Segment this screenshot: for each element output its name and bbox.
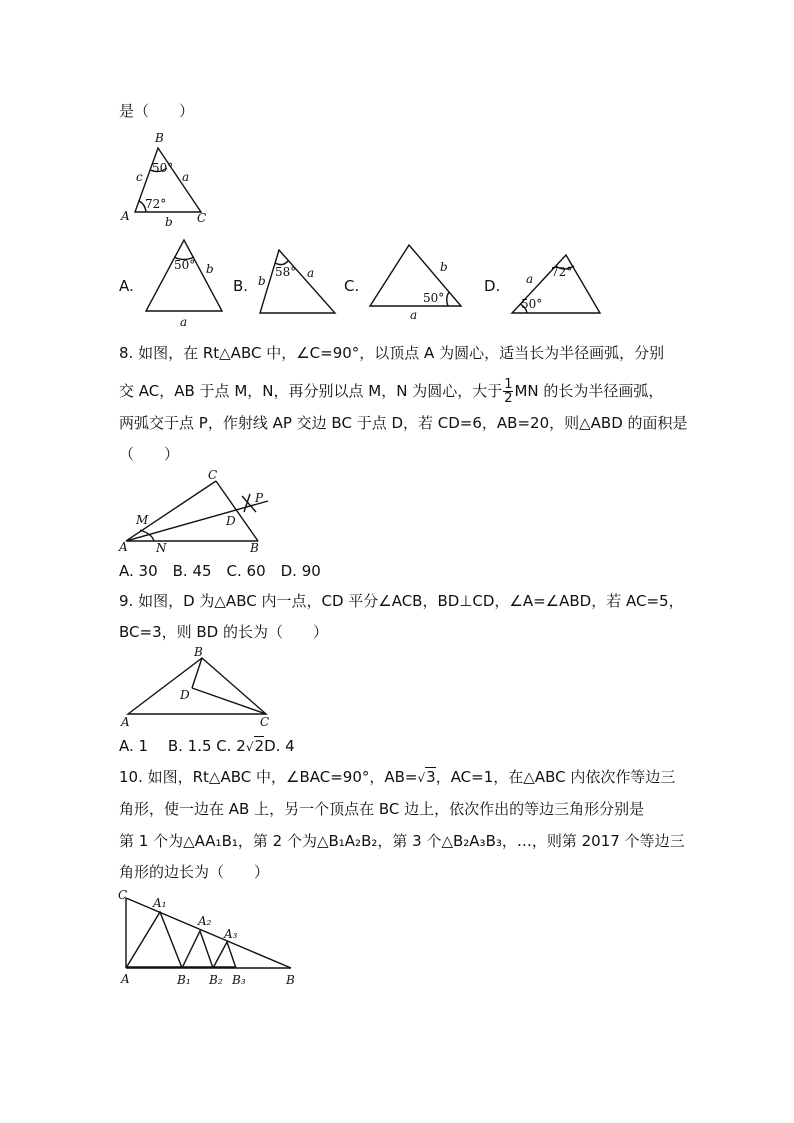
q9-label-a: A	[121, 715, 130, 729]
q10-figure	[116, 888, 306, 990]
q10-line-1	[119, 767, 675, 788]
q8-label-d: D	[226, 514, 236, 528]
q10-sqrt-value: 3	[426, 768, 436, 786]
q8-label-a: A	[119, 540, 128, 554]
side-a-label: a	[182, 170, 190, 184]
q10-label-a2: A₂	[198, 914, 212, 928]
q9-answers-start: A. 1 B. 1.5 C. 2	[119, 737, 246, 755]
q8-label-m: M	[136, 513, 149, 527]
option-c-angle: 50°	[423, 291, 445, 305]
q9-sqrt-value: 2	[254, 737, 265, 755]
option-b-label[interactable]: B.	[233, 277, 249, 295]
q9-label-d: D	[180, 688, 190, 702]
fraction-half	[503, 378, 513, 405]
q10-line-3: 第 1 个为△AA₁B₁，第 2 个为△B₁A₂B₂，第 3 个△B₂A₃B₃，…，则第 2017 个等边三	[119, 832, 685, 850]
q8-figure	[118, 468, 278, 558]
q10-line-1-end: ，AC=1，在△ABC 内依次作等边三	[435, 768, 676, 786]
sqrt-symbol: √	[417, 771, 426, 785]
q9-label-c: C	[260, 715, 270, 729]
q10-label-c: C	[118, 888, 128, 902]
q10-label-a1: A₁	[153, 896, 167, 910]
option-d-figure	[506, 250, 606, 318]
q8-answers[interactable]: A. 30 B. 45 C. 60 D. 90	[119, 562, 321, 580]
vertex-a-label: A	[121, 209, 130, 223]
option-a-side-a: a	[180, 315, 188, 329]
q8-label-n: N	[156, 541, 167, 555]
q8-label-c: C	[208, 468, 218, 482]
q8-line-4: （ ）	[119, 445, 180, 463]
q9-line-1: 9. 如图，D 为△ABC 内一点，CD 平分∠ACB，BD⊥CD，∠A=∠ABD，若 AC=5，	[119, 592, 684, 610]
option-c-label[interactable]: C.	[344, 277, 360, 295]
option-a-angle: 50°	[174, 258, 196, 272]
option-d-side-a: a	[526, 272, 534, 286]
option-b-side-b: b	[258, 274, 266, 288]
fraction-denominator: 2	[504, 391, 513, 406]
q10-line-1-start: 10. 如图，Rt△ABC 中，∠BAC=90°，AB=	[119, 768, 418, 786]
q8-line-2	[119, 378, 663, 405]
q9-line-2: BC=3，则 BD 的长为（ ）	[119, 623, 328, 641]
q10-label-b1: B₁	[177, 973, 191, 987]
option-c-figure	[366, 240, 466, 322]
q9-figure	[116, 646, 276, 731]
option-a-side-b: b	[206, 262, 214, 276]
fraction-numerator: 1	[504, 377, 513, 392]
q9-answers-end: D. 4	[264, 737, 295, 755]
q10-label-a: A	[121, 972, 130, 986]
angle-a-label: 72°	[145, 197, 167, 211]
q10-label-a3: A₃	[224, 927, 238, 941]
option-d-label[interactable]: D.	[484, 277, 501, 295]
option-b-side-a: a	[307, 266, 315, 280]
side-c-label: c	[136, 170, 143, 184]
q10-line-4: 角形的边长为（ ）	[119, 863, 270, 881]
q8-label-p: P	[255, 491, 264, 505]
q8-line-1: 8. 如图，在 Rt△ABC 中，∠C=90°，以顶点 A 为圆心，适当长为半径画弧，分别	[119, 344, 665, 362]
option-b-figure	[255, 245, 345, 320]
angle-b-label: 50°	[152, 161, 174, 175]
q9-label-b: B	[194, 645, 203, 659]
option-b-angle: 58°	[275, 265, 297, 279]
side-b-label: b	[165, 215, 173, 229]
q7-main-figure	[115, 128, 225, 228]
sqrt-symbol: √	[245, 740, 254, 754]
q10-label-b3: B₃	[232, 973, 246, 987]
option-c-side-a: a	[410, 308, 418, 322]
vertex-c-label: C	[197, 211, 207, 225]
q10-line-2: 角形，使一边在 AB 上，另一个顶点在 BC 边上，依次作出的等边三角形分别是	[119, 800, 645, 818]
q8-line-3: 两弧交于点 P，作射线 AP 交边 BC 于点 D，若 CD=6，AB=20，则△ABD 的面积是	[119, 414, 688, 432]
option-a-label[interactable]: A.	[119, 277, 134, 295]
question-tail: 是（ ）	[119, 102, 195, 120]
q9-answers[interactable]	[119, 736, 295, 757]
vertex-b-label: B	[155, 131, 164, 145]
q10-label-b: B	[286, 973, 295, 987]
option-d-angle-bottom: 50°	[521, 297, 543, 311]
option-d-angle-top: 72°	[551, 265, 573, 279]
option-c-side-b: b	[440, 260, 448, 274]
option-a-figure	[140, 235, 230, 330]
q8-line-2-start: 交 AC，AB 于点 M，N，再分别以点 M，N 为圆心，大于	[119, 382, 503, 400]
q8-line-2-end: MN 的长为半径画弧，	[514, 382, 664, 400]
q10-label-b2: B₂	[209, 973, 223, 987]
q8-label-b: B	[250, 541, 259, 555]
